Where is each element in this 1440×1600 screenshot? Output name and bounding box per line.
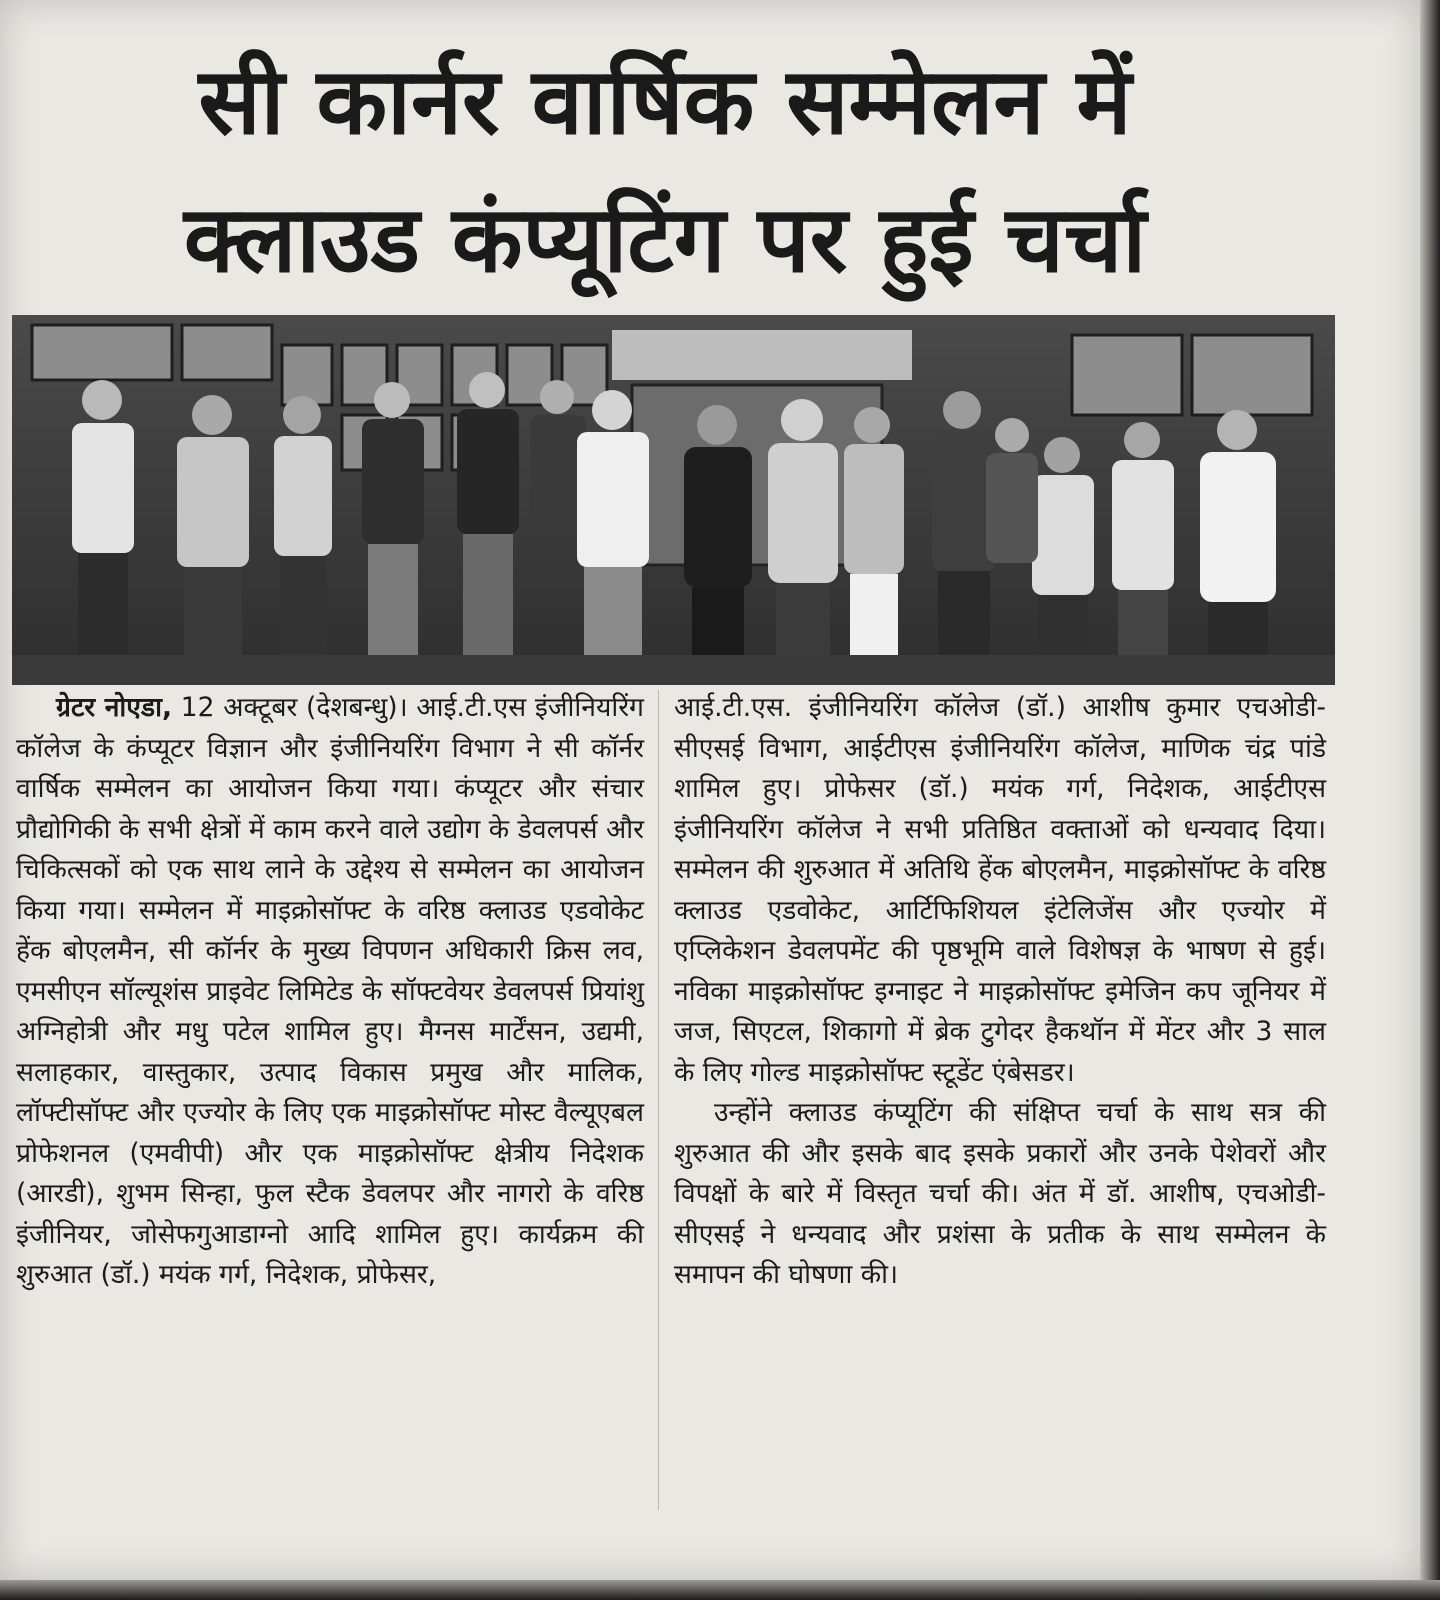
- headline-line-2: क्लाउड कंप्यूटिंग पर हुई चर्चा: [183, 186, 1147, 293]
- person: [457, 372, 519, 664]
- person: [362, 382, 424, 664]
- person: [274, 396, 332, 664]
- page-edge-shadow-right: [1420, 0, 1440, 1600]
- column-divider: [658, 690, 659, 1510]
- date-source: 12 अक्टूबर (देशबन्धु)।: [180, 692, 408, 723]
- page-edge-shadow-bottom: [0, 1580, 1440, 1600]
- left-column-body: आई.टी.एस इंजीनियरिंग कॉलेज के कंप्यूटर विज्ञान और इंजीनियरिंग विभाग ने सी कॉर्नर वार्षिक सम्मेलन का आयोजन किया गया। कंप्यूटर और संचार प्रौद्योगिकी के सभी क्षेत्रों में काम करने वाले उद्योग के डेवलपर्स और चिकित्सकों को एक साथ लाने के उद्देश्य से सम्मेलन का आयोजन किया गया। सम्मेलन में माइक्रोसॉफ्ट के वरिष्ठ क्लाउड एडवोकेट हेंक बोएलमैन, सी कॉर्नर के मुख्य विपणन अधिकारी क्रिस लव, एमसीएन सॉल्यूशंस प्राइवेट लिमिटेड के सॉफ्टवेयर डेवलपर्स प्रियांशु अग्निहोत्री और मधु पटेल शामिल हुए। मैग्नस मार्टेंसन, उद्यमी, सलाहकार, वास्तुकार, उत्पाद विकास प्रमुख और मालिक, लॉफ्टीसॉफ्ट और एज्योर के लिए एक माइक्रोसॉफ्ट मोस्ट वैल्यूएबल प्रोफेशनल (एमवीपी) और एक माइक्रोसॉफ्ट क्षेत्रीय निदेशक (आरडी), शुभम सिन्हा, फुल स्टैक डेवलपर और नागरो के वरिष्ठ इंजीनियर, जोसेफगुआडाग्नो आदि शामिल हुए। कार्यक्रम की शुरुआत (डॉ.) मयंक गर्ग, निदेशक, प्रोफेसर,: [16, 692, 644, 1290]
- right-column-body-2: उन्होंने क्लाउड कंप्यूटिंग की संक्षिप्त चर्चा के साथ सत्र की शुरुआत की और इसके बाद इसके प्रकारों और उनके पेशेवरों और विपक्षों के बारे में विस्तृत चर्चा की। अंत में डॉ. आशीष, एचओडी-सीएसई ने धन्यवाद और प्रशंसा के प्रतीक के साथ सम्मेलन के समापन की घोषणा की।: [674, 1097, 1326, 1290]
- group-photo: [12, 315, 1335, 685]
- dateline: ग्रेटर नोएडा,: [56, 692, 173, 723]
- right-column-body: आई.टी.एस. इंजीनियरिंग कॉलेज (डॉ.) आशीष कुमार एचओडी-सीएसई विभाग, आईटीएस इंजीनियरिंग कॉलेज, माणिक चंद्र पांडे शामिल हुए। प्रोफेसर (डॉ.) मयंक गर्ग, निदेशक, आईटीएस इंजीनियरिंग कॉलेज ने सभी प्रतिष्ठित वक्ताओं को धन्यवाद दिया। सम्मेलन की शुरुआत में अतिथि हेंक बोएलमैन, माइक्रोसॉफ्ट के वरिष्ठ क्लाउड एडवोकेट, आर्टिफिशियल इंटेलिजेंस और एज्योर में एप्लिकेशन डेवलपमेंट की पृष्ठभूमि वाले विशेषज्ञ के भाषण से हुई। नविका माइक्रोसॉफ्ट इग्नाइट ने माइक्रोसॉफ्ट इमेजिन कप जूनियर में जज, सिएटल, शिकागो में ब्रेक टुगेदर हैकथॉन में मेंटर और 3 साल के लिए गोल्ड माइक्रोसॉफ्ट स्टूडेंट एंबेसडर।: [674, 692, 1326, 1088]
- group-photo-illustration: [12, 315, 1335, 685]
- person: [844, 407, 904, 667]
- article-column-right: [674, 688, 1326, 1296]
- article-column-left: [16, 688, 644, 1296]
- headline-line-1: सी कार्नर वार्षिक सम्मेलन में: [198, 48, 1132, 155]
